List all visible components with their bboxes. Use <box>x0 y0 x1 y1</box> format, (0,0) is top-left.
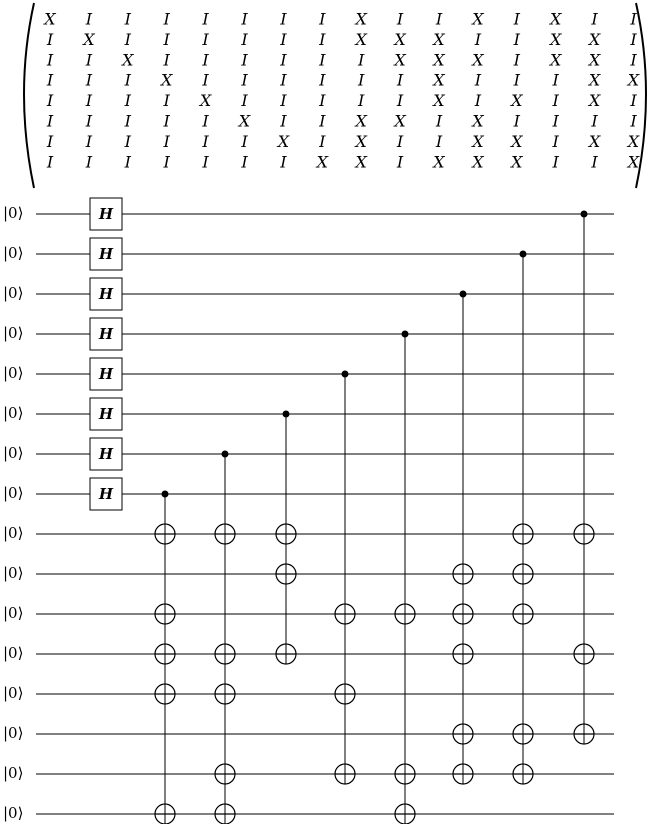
hadamard-gate-label: H <box>98 325 114 343</box>
matrix-entry: I <box>46 91 54 111</box>
matrix-entry: X <box>122 50 134 70</box>
control-dot <box>460 291 467 298</box>
qubit-label: |0⟩ <box>3 244 24 262</box>
matrix-entry: X <box>394 50 406 70</box>
matrix-entry: I <box>358 50 365 70</box>
hadamard-gate-label: H <box>98 205 114 223</box>
matrix-entry: I <box>358 91 365 111</box>
matrix-entry: I <box>280 70 287 90</box>
hadamard-gate-label: H <box>98 445 114 463</box>
matrix-entry: X <box>472 131 484 151</box>
matrix-entry: I <box>163 152 170 172</box>
matrix-entry: X <box>472 9 484 29</box>
matrix-entry: I <box>163 91 170 111</box>
matrix-entry: I <box>280 152 287 172</box>
matrix-entry: I <box>46 29 54 49</box>
matrix-entry: X <box>355 29 367 49</box>
qubit-label: |0⟩ <box>3 644 24 662</box>
matrix-entry: X <box>238 111 251 131</box>
matrix-entry: I <box>124 91 131 111</box>
hadamard-gate-label: H <box>98 405 114 423</box>
matrix-entry: I <box>241 9 248 29</box>
control-dot <box>162 491 169 498</box>
matrix-entry: X <box>433 29 445 49</box>
matrix-entry: I <box>46 70 54 90</box>
matrix-entry: I <box>280 91 287 111</box>
qubit-label: |0⟩ <box>3 364 24 382</box>
matrix-entry: X <box>355 152 367 172</box>
matrix-entry: I <box>85 50 93 70</box>
matrix-entry: X <box>394 111 406 131</box>
matrix-entry: I <box>85 131 93 151</box>
qubit-label: |0⟩ <box>3 564 24 582</box>
matrix-entry: X <box>433 50 445 70</box>
matrix-entry: I <box>474 70 482 90</box>
matrix-entry: X <box>511 152 523 172</box>
matrix-entry: X <box>588 29 601 49</box>
matrix-entry: I <box>396 70 404 90</box>
matrix-entry: X <box>316 152 328 172</box>
matrix-entry: I <box>474 29 482 49</box>
matrix-entry: X <box>472 111 484 131</box>
qubit-label: |0⟩ <box>3 324 24 342</box>
matrix-left-paren <box>24 3 34 188</box>
matrix-entry: I <box>124 111 131 131</box>
matrix-entry: I <box>202 152 209 172</box>
matrix-entry: I <box>202 131 209 151</box>
matrix-entry: I <box>630 29 637 49</box>
matrix-entry: I <box>513 50 520 70</box>
qubit-label: |0⟩ <box>3 444 24 462</box>
qubit-label: |0⟩ <box>3 604 24 622</box>
matrix-entry: X <box>588 91 601 111</box>
matrix-entry: I <box>630 9 637 29</box>
quantum-circuit <box>3 198 614 824</box>
matrix-entry: I <box>241 91 248 111</box>
hadamard-gate-label: H <box>98 285 114 303</box>
matrix-entry: I <box>358 70 365 90</box>
qubit-label: |0⟩ <box>3 684 24 702</box>
matrix-entry: I <box>241 70 248 90</box>
matrix-entry: I <box>396 152 404 172</box>
matrix-entry: I <box>552 91 559 111</box>
matrix-entry: I <box>202 29 209 49</box>
matrix-entry: I <box>280 111 287 131</box>
control-dot <box>581 211 588 218</box>
matrix-entry: I <box>396 131 404 151</box>
matrix-entry: I <box>163 131 170 151</box>
matrix-entry: I <box>319 111 326 131</box>
matrix-entry: I <box>630 111 637 131</box>
matrix-entry: I <box>163 50 170 70</box>
matrix-entry: I <box>85 91 93 111</box>
matrix-entry: X <box>627 131 640 151</box>
control-dot <box>222 451 229 458</box>
matrix-entry: X <box>627 70 640 90</box>
matrix-entry: I <box>435 111 443 131</box>
matrix-entry: I <box>630 91 637 111</box>
matrix-entry: X <box>511 91 523 111</box>
matrix-entry: X <box>44 9 56 29</box>
qubit-label: |0⟩ <box>3 284 24 302</box>
matrix-entry: I <box>85 152 93 172</box>
matrix-entry: I <box>85 9 93 29</box>
matrix-entry: X <box>161 70 173 90</box>
matrix-entry: I <box>319 29 326 49</box>
hadamard-gate-label: H <box>98 485 114 503</box>
control-dot <box>520 251 527 258</box>
matrix-entry: I <box>202 9 209 29</box>
matrix-entry: I <box>591 9 598 29</box>
matrix-entry: X <box>588 70 601 90</box>
matrix-entry: I <box>591 152 598 172</box>
matrix-entry: I <box>474 91 482 111</box>
matrix-entry: I <box>435 9 443 29</box>
matrix-entry: I <box>319 131 326 151</box>
control-dot <box>342 371 349 378</box>
matrix-entry: I <box>202 111 209 131</box>
matrix-entry: I <box>552 131 559 151</box>
matrix-entry: I <box>552 70 559 90</box>
matrix-entry: X <box>83 29 95 49</box>
matrix-entry: X <box>199 91 212 111</box>
matrix-entry: I <box>241 50 248 70</box>
matrix-entry: X <box>433 70 445 90</box>
qubit-label: |0⟩ <box>3 524 24 542</box>
matrix-entry: I <box>396 91 404 111</box>
matrix-entry: I <box>319 50 326 70</box>
qubit-label: |0⟩ <box>3 804 24 822</box>
matrix-entry: X <box>511 131 523 151</box>
hadamard-gate-label: H <box>98 365 114 383</box>
matrix-entry: I <box>319 9 326 29</box>
matrix-entry: I <box>85 70 93 90</box>
matrix-entry: I <box>552 111 559 131</box>
matrix-entry: I <box>163 111 170 131</box>
matrix-entry: I <box>163 9 170 29</box>
control-dot <box>283 411 290 418</box>
matrix-entry: X <box>355 131 367 151</box>
stabilizer-matrix <box>24 3 646 188</box>
matrix-entry: I <box>163 29 170 49</box>
matrix-entry: X <box>277 131 290 151</box>
matrix-entry: I <box>513 29 520 49</box>
matrix-entry: I <box>435 131 443 151</box>
qubit-label: |0⟩ <box>3 724 24 742</box>
matrix-entry: X <box>550 9 562 29</box>
matrix-entry: X <box>355 9 367 29</box>
matrix-entry: I <box>202 50 209 70</box>
control-dot <box>402 331 409 338</box>
matrix-entry: X <box>355 111 367 131</box>
matrix-entry: I <box>124 9 131 29</box>
qubit-label: |0⟩ <box>3 404 24 422</box>
matrix-entry: I <box>513 9 520 29</box>
matrix-entry: X <box>472 152 484 172</box>
matrix-entry: I <box>591 111 598 131</box>
matrix-entry: I <box>319 70 326 90</box>
matrix-entry: I <box>241 29 248 49</box>
matrix-entry: I <box>280 50 287 70</box>
matrix-entry: I <box>396 9 404 29</box>
matrix-entry: I <box>552 152 559 172</box>
matrix-entry: I <box>124 70 131 90</box>
matrix-entry: X <box>627 152 640 172</box>
matrix-entry: I <box>46 152 54 172</box>
matrix-entry: X <box>550 29 562 49</box>
qubit-label: |0⟩ <box>3 204 24 222</box>
matrix-entry: X <box>550 50 562 70</box>
matrix-entry: I <box>241 152 248 172</box>
matrix-entry: I <box>124 152 131 172</box>
matrix-entry: I <box>513 111 520 131</box>
hadamard-gate-label: H <box>98 245 114 263</box>
matrix-entry: I <box>46 131 54 151</box>
matrix-entry: I <box>319 91 326 111</box>
qubit-label: |0⟩ <box>3 484 24 502</box>
matrix-entry: X <box>588 131 601 151</box>
matrix-entry: X <box>394 29 406 49</box>
matrix-entry: I <box>630 50 637 70</box>
matrix-entry: I <box>241 131 248 151</box>
matrix-entry: I <box>202 70 209 90</box>
matrix-entry: X <box>588 50 601 70</box>
matrix-entry: I <box>46 111 54 131</box>
matrix-entry: I <box>46 50 54 70</box>
matrix-entry: I <box>85 111 93 131</box>
matrix-entry: I <box>513 70 520 90</box>
matrix-entry: I <box>124 29 131 49</box>
qubit-label: |0⟩ <box>3 764 24 782</box>
matrix-entry: I <box>280 9 287 29</box>
matrix-entry: I <box>280 29 287 49</box>
matrix-entry: X <box>433 91 445 111</box>
matrix-entry: I <box>124 131 131 151</box>
matrix-entry: X <box>433 152 445 172</box>
matrix-entry: X <box>472 50 484 70</box>
